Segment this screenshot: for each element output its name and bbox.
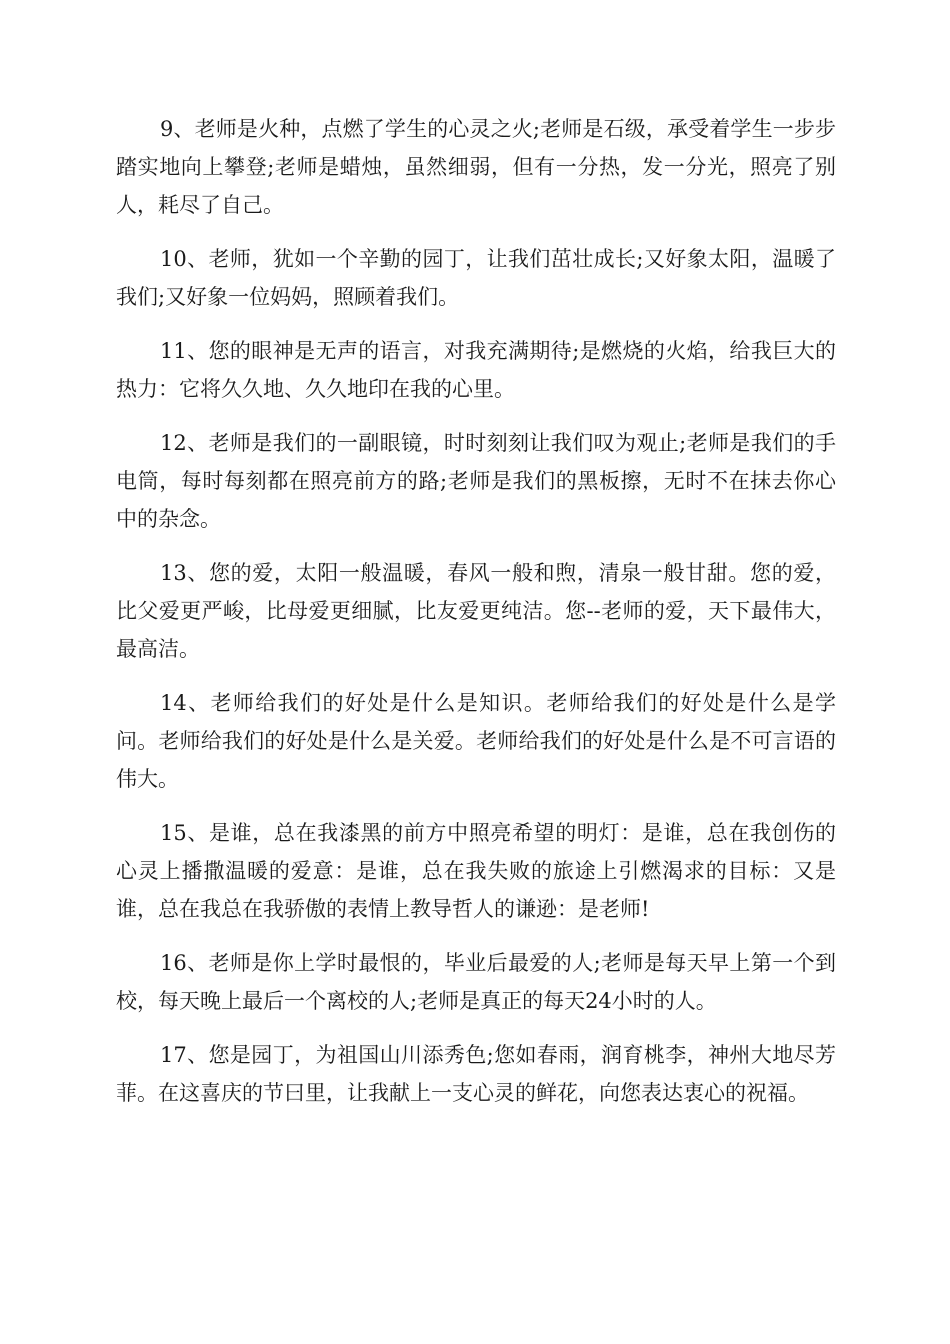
paragraph-14: 14、老师给我们的好处是什么是知识。老师给我们的好处是什么是学问。老师给我们的好处是什么是关爱。老师给我们的好处是什么是不可言语的伟大。 <box>116 691 836 791</box>
paragraph-12: 12、老师是我们的一副眼镜，时时刻刻让我们叹为观止;老师是我们的手电筒，每时每刻都在照亮前方的路;老师是我们的黑板擦，无时不在抹去你心中的杂念。 <box>116 431 836 531</box>
paragraph-13: 13、您的爱，太阳一般温暖，春风一般和煦，清泉一般甘甜。您的爱，比父爱更严峻，比母爱更细腻，比友爱更纯洁。您--老师的爱，天下最伟大，最高洁。 <box>116 561 836 661</box>
paragraph-15: 15、是谁，总在我漆黑的前方中照亮希望的明灯：是谁，总在我创伤的心灵上播撒温暖的爱意：是谁，总在我失败的旅途上引燃渴求的目标：又是谁，总在我总在我骄傲的表情上教导哲人的谦逊：是老师! <box>116 821 836 921</box>
paragraph-17: 17、您是园丁，为祖国山川添秀色;您如春雨，润育桃李，神州大地尽芳菲。在这喜庆的节曰里，让我献上一支心灵的鲜花，向您表达衷心的祝福。 <box>116 1043 836 1105</box>
document-body <box>116 110 836 1128</box>
paragraph-16: 16、老师是你上学时最恨的，毕业后最爱的人;老师是每天早上第一个到校，每天晚上最后一个离校的人;老师是真正的每天24小时的人。 <box>116 951 836 1013</box>
paragraph-11: 11、您的眼神是无声的语言，对我充满期待;是燃烧的火焰，给我巨大的热力：它将久久地、久久地印在我的心里。 <box>116 339 836 401</box>
paragraph-10: 10、老师，犹如一个辛勤的园丁，让我们茁壮成长;又好象太阳，温暖了我们;又好象一位妈妈，照顾着我们。 <box>116 247 836 309</box>
paragraph-9: 9、老师是火种，点燃了学生的心灵之火;老师是石级，承受着学生一步步踏实地向上攀登;老师是蜡烛，虽然细弱，但有一分热，发一分光，照亮了别人，耗尽了自己。 <box>116 117 836 217</box>
